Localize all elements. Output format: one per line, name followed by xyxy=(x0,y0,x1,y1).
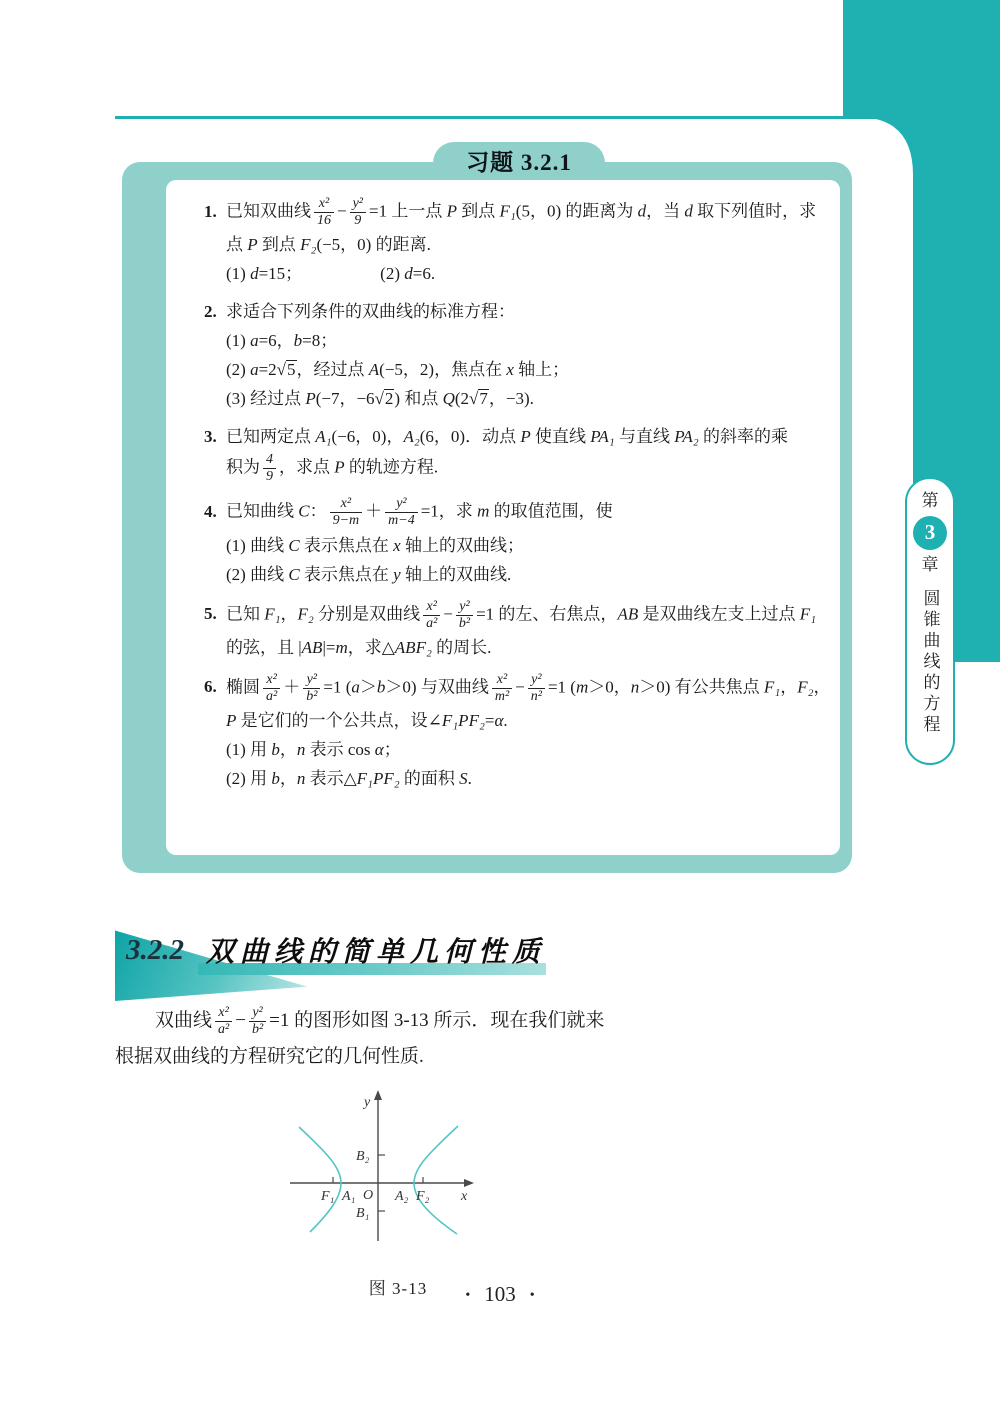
fraction: $\frac{\text{y²}}{m-4}$ xyxy=(385,496,418,529)
axis-label-y: y xyxy=(364,1095,371,1110)
math-variable: d xyxy=(637,201,647,221)
math-variable: A xyxy=(368,360,380,380)
math-variable: F₂ xyxy=(797,677,814,697)
math-variable: d xyxy=(404,264,413,284)
math-variable: m xyxy=(477,501,490,521)
text-line: 4. 已知曲线 C： $\frac{\text{x²}}{9-m}$ ＋ $\frac{\text{y²}}{m-4}$ =1，求 m 的取值范围，使 xyxy=(204,496,613,529)
math-variable: P xyxy=(305,389,316,409)
figure-3-13 xyxy=(278,1086,518,1299)
chapter-prefix: 第 xyxy=(921,491,939,510)
fraction: $\frac{4}{9}$ xyxy=(263,452,276,485)
vertex-b1-label: B₁ xyxy=(356,1206,370,1221)
math-variable: m xyxy=(575,677,589,697)
page-number-bullet: • xyxy=(529,1288,535,1303)
text-line: (2) 曲线 C 表示焦点在 y 轴上的双曲线. xyxy=(226,564,512,584)
page-number-bullet: • xyxy=(465,1288,471,1303)
exercise-number: 3. xyxy=(204,427,217,447)
text-line: 6. 椭圆 $\frac{\text{x²}}{\text{a²}}$ ＋ $\frac{\text{y²}}{\text{b²}}$ =1 (a＞b＞0) 与双曲线 $\frac{\text{x²}}{\text{m²}}$ − $\frac{\text{y²}}{\text{n²}}$ =1 (m＞0，n＞0) 有公共焦点 F₁，F₂， xyxy=(204,671,831,704)
section-title: 双曲线的简单几何性质 xyxy=(206,937,547,968)
text-line: 点 P 到点 F₂(−5，0) 的距离. xyxy=(226,235,431,255)
math-variable: P xyxy=(520,427,531,447)
math-variable: A₂ xyxy=(403,427,420,447)
math-variable: b xyxy=(271,768,280,788)
text-line: (1) d=15； (2) d=6. xyxy=(226,264,436,284)
text-line: P 是它们的一个公共点，设∠F₁PF₂=α. xyxy=(226,710,508,730)
exercise-item xyxy=(186,598,830,662)
text-line: 1. 已知双曲线 $\frac{\text{x²}}{16}$ − $\frac{\text{y²}}{9}$ =1 上一点 P 到点 F₁(5，0) 的距离为 d，当 d 取下列值时，求 xyxy=(204,196,817,229)
math-variable: α xyxy=(374,739,384,759)
math-variable: F₁PF₂ xyxy=(441,710,485,730)
page-number xyxy=(0,1282,1000,1307)
exercise-box-title: 习题 3.2.1 xyxy=(433,142,605,184)
exercise-item xyxy=(186,195,830,288)
exercise-number: 6. xyxy=(204,677,217,697)
math-variable: ABF₂ xyxy=(394,637,432,657)
exercise-box xyxy=(122,150,852,873)
math-variable: n xyxy=(296,739,306,759)
exercise-number: 1. xyxy=(204,201,217,221)
vertex-a2-label: A₂ xyxy=(395,1189,409,1204)
text-line: 5. 已知 F₁，F₂ 分别是双曲线 $\frac{\text{x²}}{\text{a²}}$ − $\frac{\text{y²}}{\text{b²}}$ =1 的左、右焦点，AB 是双曲线左支上过点 F₁ xyxy=(204,598,817,631)
math-variable: d xyxy=(684,201,693,221)
text-line: 的弦，且 |AB|=m，求△ABF₂ 的周长. xyxy=(226,637,492,657)
math-variable: F₁PF₂ xyxy=(356,768,400,788)
text-line: (1) a=6，b=8； xyxy=(226,331,338,351)
math-variable: P xyxy=(247,235,258,255)
math-variable: b xyxy=(271,739,280,759)
exercise-item xyxy=(186,671,830,793)
radicand: 7 xyxy=(479,389,488,409)
math-variable: a xyxy=(250,331,259,351)
math-variable: F₂ xyxy=(297,604,314,624)
chapter-tab xyxy=(905,477,955,765)
exercise-item xyxy=(186,422,830,486)
math-variable: PA₂ xyxy=(674,427,699,447)
math-variable: P xyxy=(226,710,237,730)
math-variable: AB xyxy=(617,604,639,624)
math-variable: y xyxy=(393,564,401,584)
text-line: (3) 经过点 P(−7，−6√2) 和点 Q(2√7，−3). xyxy=(226,389,534,409)
text-line: 双曲线 $\frac{\text{x²}}{\text{a²}}$ − $\frac{\text{y²}}{\text{b²}}$ =1 的图形如图 3-13 所示．现在我们就来 xyxy=(155,1005,605,1038)
math-variable: F₂ xyxy=(300,235,317,255)
text-line: 积为 $\frac{4}{9}$ ，求点 P 的轨迹方程. xyxy=(226,452,439,485)
exercise-list xyxy=(186,195,830,793)
axis-label-x: x xyxy=(461,1189,468,1204)
fraction: $\frac{\text{y²}}{9}$ xyxy=(350,196,366,229)
text-line: 2. 求适合下列条件的双曲线的标准方程： xyxy=(186,297,830,326)
math-variable: F₁ xyxy=(264,604,281,624)
chapter-title: 圆锥曲线的方程 xyxy=(920,589,940,736)
radicand: 2 xyxy=(384,389,394,409)
hyperbola-diagram xyxy=(278,1086,518,1261)
intro-paragraph xyxy=(115,1003,845,1075)
exercise-number: 5. xyxy=(204,604,217,624)
page-number-value: 103 xyxy=(484,1282,516,1306)
math-variable: α xyxy=(494,710,504,730)
focus1-label: F₁ xyxy=(321,1189,335,1204)
text-line: (1) 用 b，n 表示 cos α； xyxy=(226,739,401,759)
exercise-box-inner xyxy=(166,180,840,855)
exercise-number: 4. xyxy=(204,501,217,521)
fraction: $\frac{\text{x²}}{\text{a²}}$ xyxy=(263,672,280,705)
math-variable: n xyxy=(296,768,306,788)
figure-caption: 图 3-13 xyxy=(368,1279,428,1298)
math-variable: n xyxy=(630,677,640,697)
math-variable: F₁ xyxy=(799,604,817,624)
fraction: $\frac{\text{y²}}{\text{n²}}$ xyxy=(528,672,545,705)
math-variable: PA₁ xyxy=(590,427,615,447)
math-variable: P xyxy=(334,457,345,477)
math-variable: S xyxy=(459,768,468,788)
origin-label: O xyxy=(363,1188,374,1203)
math-variable: A₁ xyxy=(315,427,332,447)
math-variable: F₁ xyxy=(763,677,781,697)
text-line: 根据双曲线的方程研究它的几何性质. xyxy=(115,1046,424,1068)
math-variable: b xyxy=(376,677,386,697)
chapter-suffix: 章 xyxy=(921,554,939,574)
fraction: $\frac{\text{x²}}{9-m}$ xyxy=(330,496,363,529)
section-number: 3.2.2 xyxy=(126,934,184,966)
math-variable: a xyxy=(351,677,360,697)
math-variable: d xyxy=(250,264,259,284)
fraction: $\frac{\text{y²}}{\text{b²}}$ xyxy=(249,1005,266,1038)
vertex-a1-label: A₁ xyxy=(342,1189,356,1204)
math-variable: x xyxy=(506,360,514,380)
exercise-number: 2. xyxy=(204,302,217,322)
math-variable: a xyxy=(250,360,259,380)
fraction: $\frac{\text{y²}}{\text{b²}}$ xyxy=(456,599,473,632)
text-line: (2) 用 b，n 表示△F₁PF₂ 的面积 S. xyxy=(226,768,472,788)
text-line: (2) a=2√5，经过点 A(−5，2)，焦点在 x 轴上； xyxy=(226,360,570,380)
math-variable: b xyxy=(293,331,303,351)
radicand: 5 xyxy=(287,360,296,380)
chapter-number-badge: 3 xyxy=(913,516,947,550)
math-variable: C xyxy=(288,564,300,584)
math-variable: C xyxy=(288,535,300,555)
math-variable: P xyxy=(446,201,457,221)
focus2-label: F₂ xyxy=(416,1189,430,1204)
exercise-item xyxy=(186,297,830,413)
exercise-item xyxy=(186,495,830,588)
text-line: 3. 已知两定点 A₁(−6，0)，A₂(6，0)．动点 P 使直线 PA₁ 与直线 PA₂ 的斜率的乘 xyxy=(186,422,830,451)
text-line: (1) 曲线 C 表示焦点在 x 轴上的双曲线； xyxy=(226,535,524,555)
fraction: $\frac{\text{x²}}{\text{a²}}$ xyxy=(215,1005,232,1038)
fraction: $\frac{\text{x²}}{16}$ xyxy=(314,196,334,229)
fraction: $\frac{\text{y²}}{\text{b²}}$ xyxy=(303,672,320,705)
vertex-b2-label: B₂ xyxy=(356,1149,370,1164)
math-variable: F₁ xyxy=(499,201,516,221)
fraction: $\frac{\text{x²}}{\text{a²}}$ xyxy=(423,599,440,632)
math-variable: Q xyxy=(442,389,455,409)
top-divider-rule xyxy=(115,116,877,119)
math-variable: AB xyxy=(301,637,323,657)
math-variable: C xyxy=(298,501,310,521)
math-variable: m xyxy=(335,637,348,657)
fraction: $\frac{\text{x²}}{\text{m²}}$ xyxy=(492,672,512,705)
math-variable: x xyxy=(393,535,401,555)
